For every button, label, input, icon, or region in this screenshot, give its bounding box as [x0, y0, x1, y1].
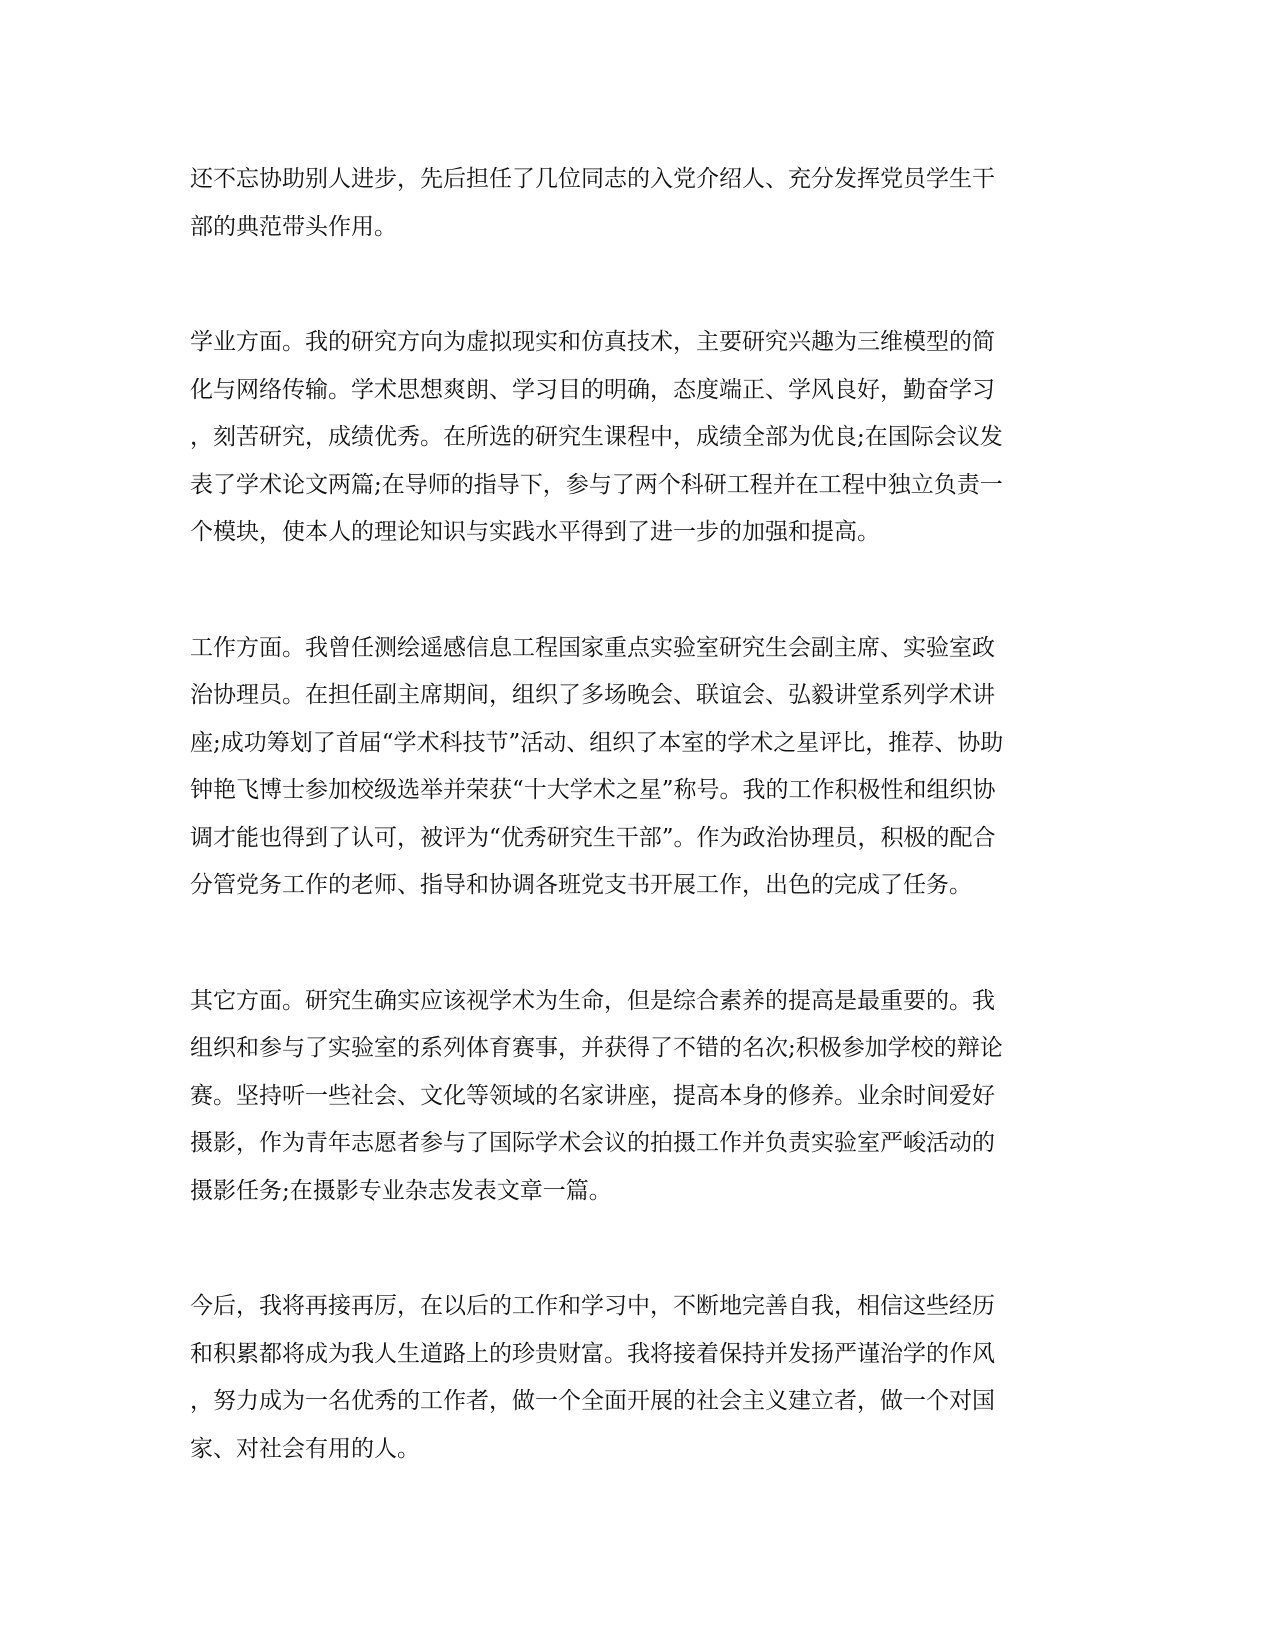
text-line: 治协理员。在担任副主席期间，组织了多场晚会、联谊会、弘毅讲堂系列学术讲: [190, 682, 995, 708]
text-line: 钟艳飞博士参加校级选举并荣获“十大学术之星”称号。我的工作积极性和组织协: [190, 777, 996, 803]
text-line: 家、对社会有用的人。: [190, 1435, 420, 1462]
text-line: 摄影，作为青年志愿者参与了国际学术会议的拍摄工作并负责实验室严峻活动的: [190, 1130, 995, 1156]
text-line: ，努力成为一名优秀的工作者，做一个全面开展的社会主义建立者，做一个对国: [190, 1388, 995, 1414]
document-body: [190, 156, 1090, 1473]
paragraph-academics: [190, 319, 1090, 557]
text-line: 其它方面。研究生确实应该视学术为生命，但是综合素养的提高是最重要的。我: [190, 987, 995, 1014]
text-line: 赛。坚持听一些社会、文化等领域的名家讲座，提高本身的修养。业余时间爱好: [190, 1082, 995, 1109]
paragraph-other: [190, 978, 1090, 1216]
text-line: 座;成功筹划了首届“学术科技节”活动、组织了本室的学术之星评比，推荐、协助: [190, 729, 1004, 756]
text-line: 个模块，使本人的理论知识与实践水平得到了进一步的加强和提高。: [190, 519, 880, 545]
text-line: 摄影任务;在摄影专业杂志发表文章一篇。: [190, 1177, 612, 1204]
text-line: 组织和参与了实验室的系列体育赛事，并获得了不错的名次;积极参加学校的辩论: [190, 1035, 1003, 1061]
text-line: 工作方面。我曾任测绘遥感信息工程国家重点实验室研究生会副主席、实验室政: [190, 634, 995, 661]
text-line: 表了学术论文两篇;在导师的指导下，参与了两个科研工程并在工程中独立负责一: [190, 471, 1003, 498]
text-line: 化与网络传输。学术思想爽朗、学习目的明确，态度端正、学风良好，勤奋学习: [190, 376, 995, 403]
text-line: 分管党务工作的老师、指导和协调各班党支书开展工作，出色的完成了任务。: [190, 872, 972, 898]
text-line: 和积累都将成为我人生道路上的珍贵财富。我将接着保持并发扬严谨治学的作风: [190, 1340, 995, 1367]
text-line: 今后，我将再接再厉，在以后的工作和学习中，不断地完善自我，相信这些经历: [190, 1293, 995, 1319]
text-line: 调才能也得到了认可，被评为“优秀研究生干部”。作为政治协理员，积极的配合: [190, 824, 996, 851]
text-line: 部的典范带头作用。: [190, 213, 397, 240]
text-line: 学业方面。我的研究方向为虚拟现实和仿真技术，主要研究兴趣为三维模型的简: [190, 329, 995, 355]
paragraph-work: [190, 625, 1090, 910]
text-line: 还不忘协助别人进步，先后担任了几位同志的入党介绍人、充分发挥党员学生干: [190, 166, 995, 192]
paragraph-party-role: [190, 156, 1090, 251]
paragraph-future: [190, 1283, 1090, 1473]
text-line: ，刻苦研究，成绩优秀。在所选的研究生课程中，成绩全部为优良;在国际会议发: [190, 424, 1003, 450]
